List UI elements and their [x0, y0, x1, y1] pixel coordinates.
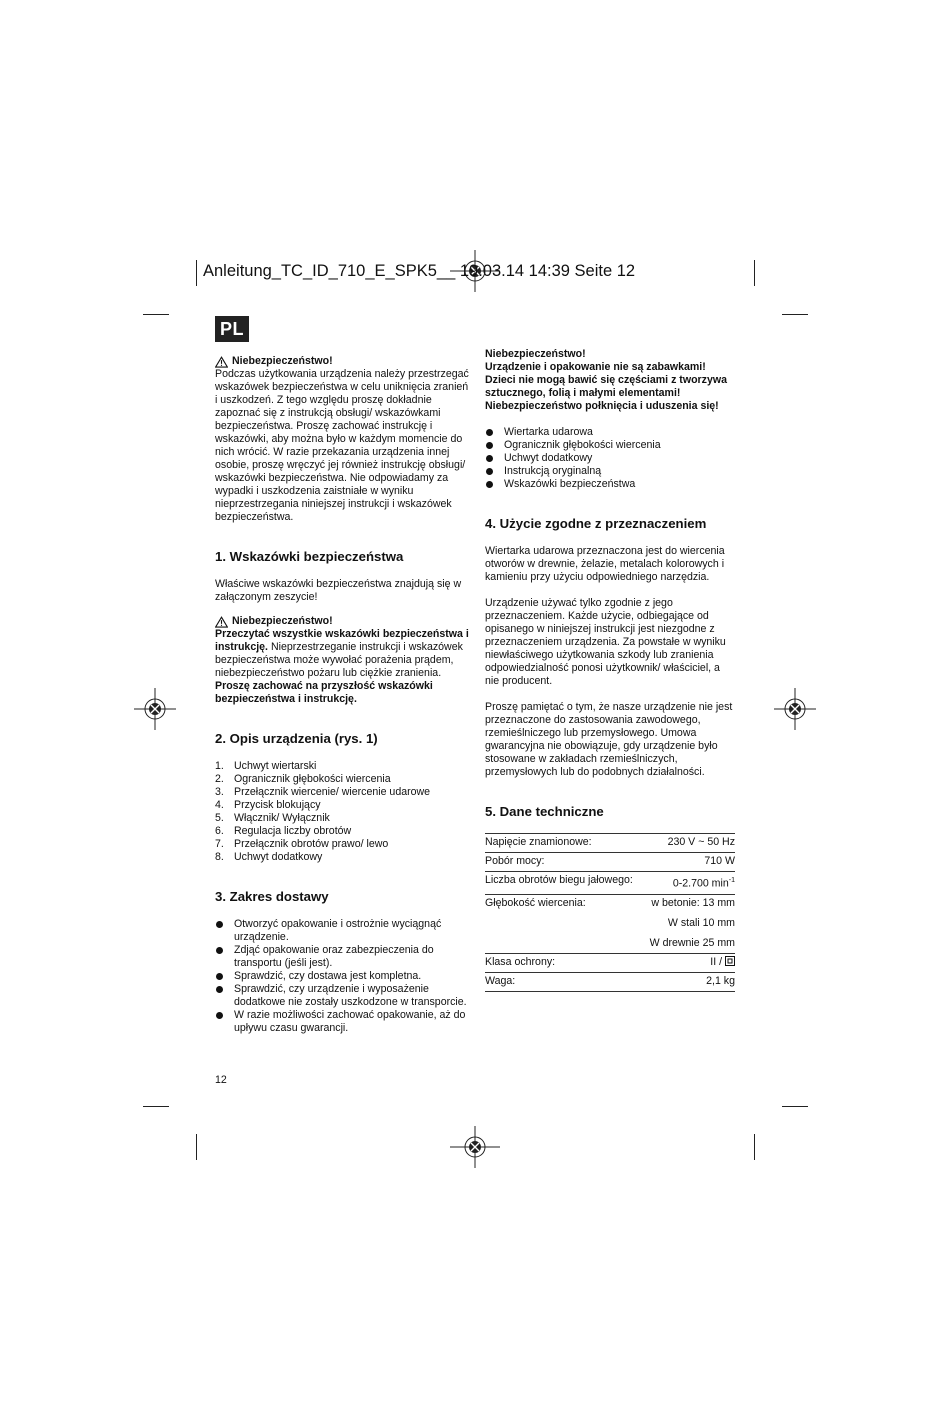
list-item: 6. Regulacja liczby obrotów [215, 825, 352, 837]
page-number: 12 [215, 1074, 227, 1086]
paragraph: Proszę pamiętać o tym, że nasze urządzenie nie jest przeznaczone do zastosowania zawodowego, rzemieślniczego lub przemysłowego. Umowa gwarancyjna nie obowiązuje, gdy urządzenie było stosowane w zakładach rzemieślniczych, przemysłowych lub do podobnych działalności. [485, 701, 733, 778]
warning-text [215, 628, 469, 680]
table-row: Głębokość wiercenia: w betonie: 13 mm [485, 894, 735, 913]
list-item: 1. Uchwyt wiertarski [215, 760, 317, 772]
warning-heading [215, 615, 469, 628]
crop-mark [782, 314, 808, 315]
left-column [215, 355, 469, 1035]
class-ii-icon [725, 956, 735, 966]
print-header: Anleitung_TC_ID_710_E_SPK5__ 19.03.14 14:39 Seite 12 [203, 262, 636, 280]
list-item: 5. Włącznik/ Wyłącznik [215, 812, 330, 824]
table-row: Waga: 2,1 kg [485, 972, 735, 991]
list-item: 3. Przełącznik wiercenie/ wiercenie udarowe [215, 786, 431, 798]
list-item: Sprawdzić, czy urządzenie i wyposażenie dodatkowe nie zostały uszkodzone w transporcie. [215, 983, 469, 1009]
table-row: Liczba obrotów biegu jałowego: 0-2.700 $\min^{-1}$ [485, 872, 735, 895]
right-column [485, 348, 737, 992]
language-badge: PL [215, 316, 249, 342]
list-item: Ogranicznik głębokości wiercenia [485, 439, 737, 452]
crop-mark [143, 1106, 169, 1107]
warning-heading [215, 355, 469, 368]
section-title: 4. Użycie zgodne z przeznaczeniem [485, 516, 707, 531]
table-row: W drewnie 25 mm [649, 936, 735, 949]
list-item: Sprawdzić, czy dostawa jest kompletna. [215, 970, 469, 983]
delivery-list [215, 918, 469, 1035]
warning-title: Niebezpieczeństwo! [232, 355, 333, 367]
spec-table [485, 833, 735, 992]
list-item: Instrukcją oryginalną [485, 465, 737, 478]
registration-mark-icon [134, 688, 176, 730]
section-title: 3. Zakres dostawy [215, 889, 329, 904]
crop-mark [782, 1106, 808, 1107]
warning-body: Nieprzestrzeganie instrukcji i wskazówek bezpieczeństwa może wywołać porażenia prądem, niebezpieczeństwo pożaru lub ciężkie zranienia. [215, 641, 463, 679]
list-item: 4. Przycisk blokujący [215, 799, 321, 811]
parts-list [215, 760, 469, 864]
section-title: 5. Dane techniczne [485, 804, 604, 819]
list-item: Otworzyć opakowanie i ostrożnie wyciągnąć urządzenie. [215, 918, 469, 944]
paragraph: Wiertarka udarowa przeznaczona jest do wiercenia otworów w drewnie, żelazie, metalach kolorowych i kamieniu przy użyciu odpowiedniego narzędzia. [485, 545, 725, 583]
section-title: 2. Opis urządzenia (rys. 1) [215, 731, 378, 746]
table-row: Pobór mocy: 710 W [485, 853, 735, 872]
warning-bold: Niebezpieczeństwo! Urządzenie i opakowanie nie są zabawkami! Dzieci nie mogą bawić się częściami z tworzywa sztucznego, folią i małymi elementami! Niebezpieczeństwo połknięcia i uduszenia się! [485, 348, 727, 412]
list-item: Wskazówki bezpieczeństwa [485, 478, 737, 491]
crop-mark [196, 1134, 197, 1160]
warning-text: Podczas użytkowania urządzenia należy przestrzegać wskazówek bezpieczeństwa w celu uniknięcia zranień i uszkodzeń. Z tego względu proszę dokładnie zapoznać się z instrukcją obsługi/ wskazówkami bezpieczeństwa. Proszę zachować instrukcję i wskazówki, aby można było w każdym momencie do nich wrócić. W razie przekazania urządzenia innej osobie, proszę wręczyć jej również instrukcję obsługi/ wskazówki bezpieczeństwa. Nie odpowiadamy za wypadki i uszkodzenia zaistniałe w wyniku nieprzestrzegania niniejszej instrukcji i wskazówek bezpieczeństwa. [215, 368, 469, 523]
accessory-list [485, 426, 737, 491]
list-item: Zdjąć opakowanie oraz zabezpieczenia do transportu (jeśli jest). [215, 944, 469, 970]
warning-triangle-icon [215, 356, 228, 368]
paragraph: Urządzenie używać tylko zgodnie z jego przeznaczeniem. Każde użycie, odbiegające od opisanego w niniejszej instrukcji jest niezgodne z przeznaczeniem urządzenia. Za powstałe w wyniku niewłaściwego użytkowania szkody lub zranienia odpowiedzialność ponosi użytkownik/ właściciel, a nie producent. [485, 597, 726, 687]
crop-mark [754, 260, 755, 286]
crop-mark [143, 314, 169, 315]
list-item: Wiertarka udarowa [485, 426, 737, 439]
crop-mark [754, 1134, 755, 1160]
list-item: 8. Uchwyt dodatkowy [215, 851, 323, 863]
list-item: W razie możliwości zachować opakowanie, aż do upływu czasu gwarancji. [215, 1009, 469, 1035]
list-item: 2. Ogranicznik głębokości wiercenia [215, 773, 391, 785]
list-item: 7. Przełącznik obrotów prawo/ lewo [215, 838, 389, 850]
table-row: Klasa ochrony: II / [485, 953, 735, 972]
warning-bold: Przeczytać wszystkie wskazówki bezpieczeństwa i instrukcję. [215, 628, 469, 653]
warning-title: Niebezpieczeństwo! [232, 615, 333, 627]
section-title: 1. Wskazówki bezpieczeństwa [215, 549, 404, 564]
table-row: W stali 10 mm [667, 916, 735, 929]
warning-bold: Proszę zachować na przyszłość wskazówki bezpieczeństwa i instrukcję. [215, 680, 433, 705]
registration-mark-icon [450, 1126, 500, 1168]
paragraph: Właściwe wskazówki bezpieczeństwa znajdują się w załączonym zeszycie! [215, 578, 462, 603]
table-row: Napięcie znamionowe: 230 V ~ 50 Hz [485, 834, 735, 853]
registration-mark-icon [774, 688, 816, 730]
crop-mark [196, 260, 197, 286]
list-item: Uchwyt dodatkowy [485, 452, 737, 465]
warning-triangle-icon [215, 616, 228, 628]
